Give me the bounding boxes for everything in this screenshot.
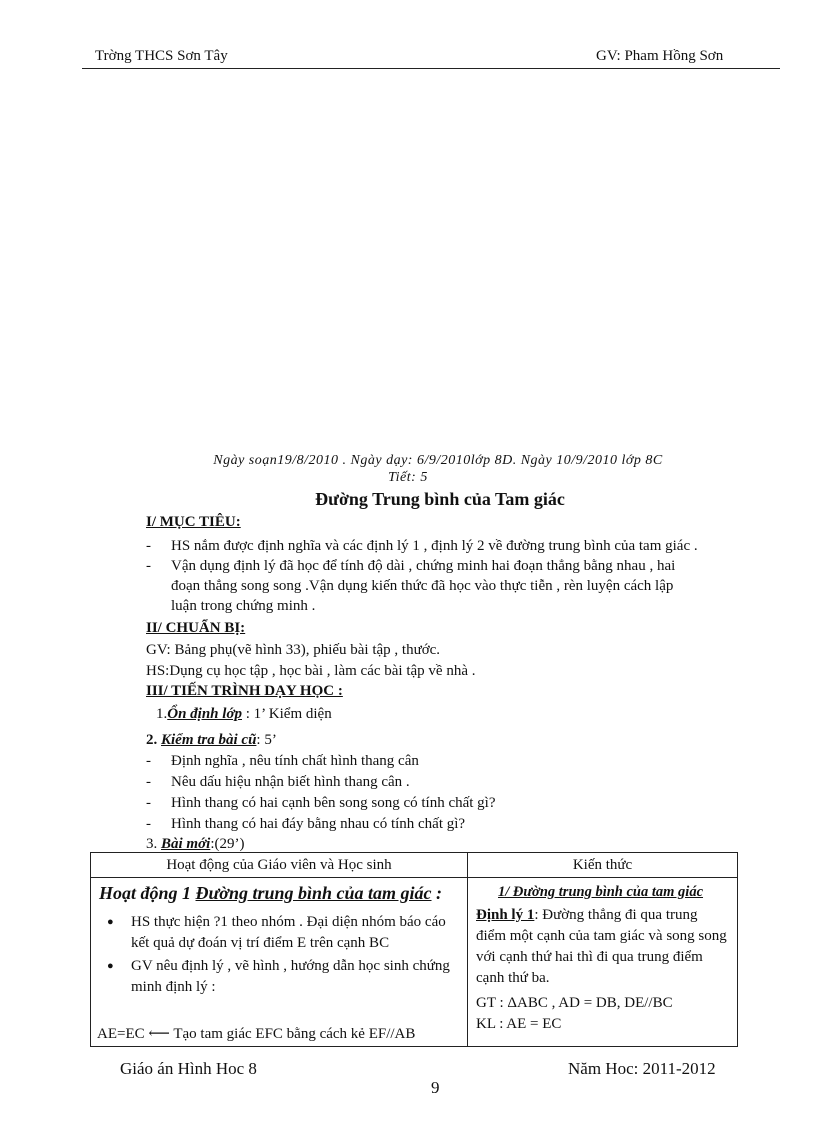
step-1: 1.Ổn định lớp : 1’ Kiểm diện <box>156 706 332 722</box>
school-name: Trờng THCS Sơn Tây <box>95 48 228 64</box>
proof-line: AE=EC ⟵ Tạo tam giác EFC bằng cách kẻ EF//AB <box>97 1026 416 1042</box>
activities-cell <box>91 878 468 1047</box>
activity-bullet: ● HS thực hiện ?1 theo nhóm . Đại diện nhóm báo cáo kết quả dự đoán vị trí điểm E trên cạnh BC <box>131 912 459 954</box>
teacher-name: GV: Pham Hồng Sơn <box>596 48 724 64</box>
lesson-dates: Ngày soạn19/8/2010 . Ngày dạy: 6/9/2010lớp 8D. Ngày 10/9/2010 lớp 8C <box>213 453 663 468</box>
activity-heading: Hoạt động 1 Đường trung bình của tam giác : <box>99 883 443 903</box>
conclusion-line: KL : AE = EC <box>476 1016 562 1032</box>
objective-item-cont: luận trong chứng minh . <box>171 598 316 614</box>
col-header-activities: Hoạt động của Giáo viên và Học sinh <box>91 853 468 878</box>
page-title: Đường Trung bình của Tam giác <box>315 489 565 509</box>
process-heading: III/ TIẾN TRÌNH DẠY HỌC : <box>146 683 343 699</box>
step-2: 2. Kiểm tra bài cũ: 5’ <box>146 732 277 748</box>
check-item: - Định nghĩa , nêu tính chất hình thang cân <box>146 753 419 769</box>
given-line: GT : ΔABC , AD = DB, DE//BC <box>476 995 673 1011</box>
prep-teacher: GV: Bảng phụ(vẽ hình 33), phiếu bài tập , thước. <box>146 642 441 658</box>
col-header-knowledge: Kiến thức <box>468 853 738 878</box>
activity-bullet: ● GV nêu định lý , vẽ hình , hướng dẫn học sinh chứng minh định lý : <box>131 956 459 998</box>
check-item: - Hình thang có hai cạnh bên song song có tính chất gì? <box>146 795 496 811</box>
objectives-heading: I/ MỤC TIÊU: <box>146 514 241 530</box>
lesson-table <box>90 852 738 1047</box>
prep-heading: II/ CHUẨN BỊ: <box>146 620 246 636</box>
footer-left: Giáo án Hình Hoc 8 <box>120 1059 257 1078</box>
prep-student: HS:Dụng cụ học tập , học bài , làm các bài tập về nhà . <box>146 663 476 679</box>
check-item: - Nêu dấu hiệu nhận biết hình thang cân . <box>146 774 410 790</box>
knowledge-cell <box>468 878 738 1047</box>
lesson-number: Tiết: 5 <box>388 470 428 485</box>
header-rule <box>82 68 780 69</box>
check-item: - Hình thang có hai đáy bằng nhau có tính chất gì? <box>146 816 466 832</box>
knowledge-heading: 1/ Đường trung bình của tam giác <box>498 884 704 900</box>
objective-item: - Vận dụng định lý đã học để tính độ dài , chứng minh hai đoạn thẳng bằng nhau , hai <box>146 558 676 574</box>
objective-item-cont: đoạn thẳng song song .Vận dụng kiến thức đã học vào thực tiễn , rèn luyện cách lập <box>171 578 674 594</box>
footer-right: Năm Hoc: 2011-2012 <box>568 1059 716 1078</box>
theorem-1: Định lý 1: Đường thẳng đi qua trung điểm một cạnh của tam giác và song song với cạnh thứ hai thì đi qua trung điểm cạnh thứ ba. <box>476 907 727 986</box>
page-number: 9 <box>431 1078 440 1097</box>
step-3: 3. Bài mới:(29’) <box>146 836 245 852</box>
objective-item: - HS nắm được định nghĩa và các định lý 1 , định lý 2 về đường trung bình của tam giác . <box>146 538 698 554</box>
